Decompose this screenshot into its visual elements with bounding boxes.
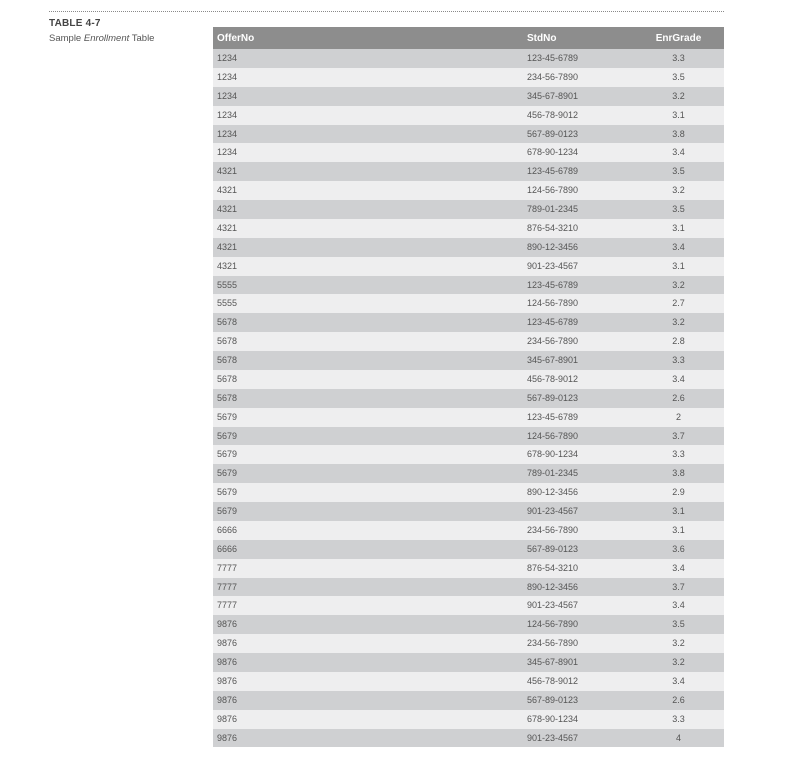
cell-enrgrade: 3.4: [633, 559, 724, 578]
cell-enrgrade: 3.4: [633, 596, 724, 615]
cell-enrgrade: 4: [633, 729, 724, 748]
cell-stdno: 345-67-8901: [303, 653, 633, 672]
cell-stdno: 890-12-3456: [303, 238, 633, 257]
cell-offerno: 1234: [213, 49, 303, 68]
table-caption: [49, 17, 199, 45]
cell-enrgrade: 3.5: [633, 615, 724, 634]
cell-enrgrade: 3.4: [633, 370, 724, 389]
cell-offerno: 5555: [213, 294, 303, 313]
table-description-suffix: Table: [129, 33, 155, 44]
table-row: [213, 596, 724, 615]
cell-stdno: 234-56-7890: [303, 521, 633, 540]
cell-enrgrade: 3.3: [633, 49, 724, 68]
cell-offerno: 1234: [213, 143, 303, 162]
table-row: [213, 464, 724, 483]
cell-stdno: 678-90-1234: [303, 445, 633, 464]
cell-offerno: 5679: [213, 445, 303, 464]
cell-enrgrade: 2.7: [633, 294, 724, 313]
cell-stdno: 124-56-7890: [303, 427, 633, 446]
cell-offerno: 7777: [213, 596, 303, 615]
table-body: [213, 49, 724, 747]
cell-stdno: 890-12-3456: [303, 578, 633, 597]
table-row: [213, 181, 724, 200]
cell-stdno: 901-23-4567: [303, 257, 633, 276]
cell-offerno: 5678: [213, 332, 303, 351]
top-dotted-rule: [49, 11, 724, 12]
table-row: [213, 351, 724, 370]
table-row: [213, 162, 724, 181]
cell-enrgrade: 3.5: [633, 200, 724, 219]
cell-stdno: 567-89-0123: [303, 125, 633, 144]
cell-enrgrade: 3.2: [633, 276, 724, 295]
enrollment-table: [213, 27, 724, 747]
cell-enrgrade: 3.6: [633, 540, 724, 559]
cell-enrgrade: 3.3: [633, 445, 724, 464]
cell-offerno: 1234: [213, 106, 303, 125]
cell-offerno: 9876: [213, 634, 303, 653]
cell-offerno: 5678: [213, 313, 303, 332]
cell-offerno: 4321: [213, 162, 303, 181]
cell-stdno: 456-78-9012: [303, 106, 633, 125]
cell-enrgrade: 2.9: [633, 483, 724, 502]
cell-enrgrade: 3.7: [633, 578, 724, 597]
cell-stdno: 234-56-7890: [303, 634, 633, 653]
cell-offerno: 5679: [213, 464, 303, 483]
cell-stdno: 124-56-7890: [303, 294, 633, 313]
table-row: [213, 389, 724, 408]
table-row: [213, 502, 724, 521]
table-row: [213, 49, 724, 68]
cell-stdno: 123-45-6789: [303, 313, 633, 332]
cell-enrgrade: 3.2: [633, 181, 724, 200]
table-row: [213, 125, 724, 144]
cell-stdno: 234-56-7890: [303, 68, 633, 87]
cell-enrgrade: 3.8: [633, 464, 724, 483]
cell-stdno: 678-90-1234: [303, 143, 633, 162]
cell-stdno: 901-23-4567: [303, 502, 633, 521]
cell-stdno: 123-45-6789: [303, 162, 633, 181]
table-row: [213, 200, 724, 219]
cell-enrgrade: 3.4: [633, 143, 724, 162]
table-row: [213, 219, 724, 238]
cell-offerno: 1234: [213, 68, 303, 87]
cell-stdno: 456-78-9012: [303, 672, 633, 691]
table-row: [213, 483, 724, 502]
cell-enrgrade: 3.1: [633, 257, 724, 276]
cell-enrgrade: 3.4: [633, 672, 724, 691]
cell-offerno: 5679: [213, 483, 303, 502]
table-header-row: [213, 27, 724, 49]
cell-offerno: 9876: [213, 691, 303, 710]
cell-enrgrade: 3.2: [633, 313, 724, 332]
cell-offerno: 5678: [213, 351, 303, 370]
table-number-label: TABLE 4-7: [49, 18, 101, 29]
table-row: [213, 257, 724, 276]
table-row: [213, 653, 724, 672]
cell-enrgrade: 3.3: [633, 710, 724, 729]
cell-enrgrade: 3.1: [633, 106, 724, 125]
column-header-offerno: OfferNo: [213, 27, 303, 49]
cell-enrgrade: 3.4: [633, 238, 724, 257]
cell-stdno: 124-56-7890: [303, 615, 633, 634]
table-row: [213, 427, 724, 446]
table-row: [213, 691, 724, 710]
cell-enrgrade: 3.8: [633, 125, 724, 144]
cell-enrgrade: 3.1: [633, 502, 724, 521]
cell-enrgrade: 3.1: [633, 521, 724, 540]
cell-stdno: 456-78-9012: [303, 370, 633, 389]
table-row: [213, 370, 724, 389]
cell-stdno: 123-45-6789: [303, 276, 633, 295]
cell-offerno: 5679: [213, 502, 303, 521]
cell-enrgrade: 2.8: [633, 332, 724, 351]
cell-enrgrade: 2.6: [633, 389, 724, 408]
column-header-enrgrade: EnrGrade: [633, 27, 724, 49]
cell-stdno: 345-67-8901: [303, 351, 633, 370]
table-row: [213, 729, 724, 748]
cell-stdno: 567-89-0123: [303, 691, 633, 710]
cell-stdno: 876-54-3210: [303, 559, 633, 578]
table-row: [213, 276, 724, 295]
table-description-prefix: Sample: [49, 33, 84, 44]
table-row: [213, 634, 724, 653]
table-row: [213, 445, 724, 464]
cell-enrgrade: 3.1: [633, 219, 724, 238]
cell-enrgrade: 3.2: [633, 87, 724, 106]
cell-offerno: 9876: [213, 653, 303, 672]
table-row: [213, 559, 724, 578]
cell-stdno: 234-56-7890: [303, 332, 633, 351]
cell-offerno: 4321: [213, 181, 303, 200]
cell-stdno: 890-12-3456: [303, 483, 633, 502]
table-row: [213, 672, 724, 691]
cell-offerno: 4321: [213, 238, 303, 257]
cell-offerno: 1234: [213, 87, 303, 106]
table-description: [49, 32, 199, 45]
cell-stdno: 789-01-2345: [303, 200, 633, 219]
cell-enrgrade: 2: [633, 408, 724, 427]
cell-offerno: 4321: [213, 257, 303, 276]
table-row: [213, 87, 724, 106]
cell-offerno: 5679: [213, 408, 303, 427]
cell-stdno: 789-01-2345: [303, 464, 633, 483]
cell-offerno: 6666: [213, 540, 303, 559]
table-row: [213, 332, 724, 351]
cell-offerno: 5679: [213, 427, 303, 446]
table-row: [213, 68, 724, 87]
cell-stdno: 876-54-3210: [303, 219, 633, 238]
cell-offerno: 7777: [213, 559, 303, 578]
cell-offerno: 9876: [213, 672, 303, 691]
table-row: [213, 106, 724, 125]
cell-offerno: 5678: [213, 389, 303, 408]
cell-enrgrade: 3.3: [633, 351, 724, 370]
cell-offerno: 9876: [213, 615, 303, 634]
column-header-stdno: StdNo: [303, 27, 633, 49]
cell-offerno: 4321: [213, 219, 303, 238]
cell-enrgrade: 2.6: [633, 691, 724, 710]
cell-stdno: 901-23-4567: [303, 729, 633, 748]
cell-enrgrade: 3.2: [633, 634, 724, 653]
table-row: [213, 710, 724, 729]
table-row: [213, 408, 724, 427]
cell-stdno: 567-89-0123: [303, 389, 633, 408]
cell-offerno: 4321: [213, 200, 303, 219]
cell-offerno: 6666: [213, 521, 303, 540]
cell-enrgrade: 3.5: [633, 162, 724, 181]
table-row: [213, 313, 724, 332]
cell-stdno: 124-56-7890: [303, 181, 633, 200]
table-row: [213, 578, 724, 597]
cell-offerno: 7777: [213, 578, 303, 597]
enrollment-table-container: [213, 27, 724, 747]
cell-stdno: 678-90-1234: [303, 710, 633, 729]
cell-stdno: 567-89-0123: [303, 540, 633, 559]
cell-offerno: 1234: [213, 125, 303, 144]
cell-enrgrade: 3.7: [633, 427, 724, 446]
table-row: [213, 294, 724, 313]
cell-offerno: 9876: [213, 729, 303, 748]
cell-enrgrade: 3.2: [633, 653, 724, 672]
table-description-italic: Enrollment: [83, 33, 130, 44]
cell-stdno: 123-45-6789: [303, 408, 633, 427]
cell-stdno: 123-45-6789: [303, 49, 633, 68]
cell-offerno: 5678: [213, 370, 303, 389]
table-row: [213, 521, 724, 540]
table-row: [213, 238, 724, 257]
cell-offerno: 5555: [213, 276, 303, 295]
table-row: [213, 143, 724, 162]
cell-stdno: 345-67-8901: [303, 87, 633, 106]
cell-stdno: 901-23-4567: [303, 596, 633, 615]
table-row: [213, 615, 724, 634]
cell-enrgrade: 3.5: [633, 68, 724, 87]
cell-offerno: 9876: [213, 710, 303, 729]
table-row: [213, 540, 724, 559]
